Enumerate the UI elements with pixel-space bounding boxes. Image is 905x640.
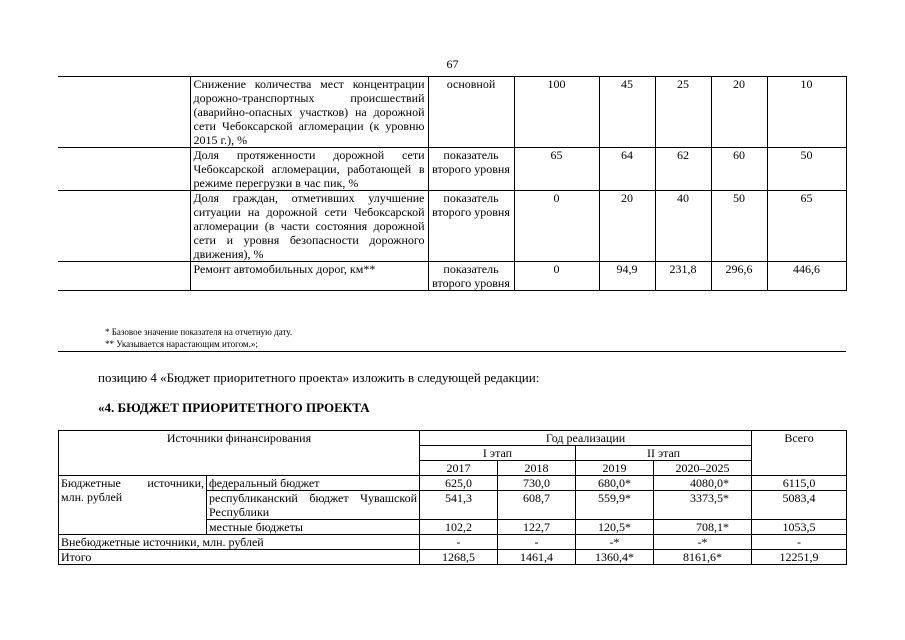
- value-cell: 122,7: [498, 520, 576, 535]
- value-cell: -*: [654, 535, 752, 550]
- value-cell: 102,2: [420, 520, 498, 535]
- value-cell: 12251,9: [752, 550, 847, 565]
- table-row: [58, 191, 846, 262]
- value-cell: 625,0: [420, 476, 498, 491]
- value-cell: 65: [767, 191, 846, 262]
- value-cell: 0: [514, 262, 599, 291]
- value-cell: 100: [514, 77, 599, 148]
- section-heading: «4. БЮДЖЕТ ПРИОРИТЕТНОГО ПРОЕКТА: [98, 400, 370, 415]
- stage2-header: II этап: [576, 446, 752, 461]
- value-cell: 20: [599, 191, 655, 262]
- value-cell: 25: [655, 77, 711, 148]
- value-cell: 446,6: [767, 262, 846, 291]
- value-cell: 64: [599, 148, 655, 191]
- budget-header-row: [59, 431, 847, 446]
- indicator-cell: Снижение количества мест концентрации дорожно-транспортных происшествий (аварийно-опасных участков) на дорожной сети Чебоксарской агломерации (к уровню 2015 г.), %: [190, 77, 428, 148]
- total-header: Всего: [752, 431, 847, 476]
- indicator-cell: Ремонт автомобильных дорог, км**: [190, 262, 428, 291]
- budget-table: [58, 430, 847, 565]
- value-cell: 231,8: [655, 262, 711, 291]
- table-row: [58, 262, 846, 291]
- value-cell: 60: [711, 148, 767, 191]
- total-row: [59, 550, 847, 565]
- indicator-type-cell: показатель второго уровня: [428, 191, 514, 262]
- value-cell: 45: [599, 77, 655, 148]
- source-cell: Внебюджетные источники, млн. рублей: [59, 535, 420, 550]
- source-cell: Итого: [59, 550, 420, 565]
- value-cell: 10: [767, 77, 846, 148]
- source-cell: федеральный бюджет: [207, 476, 420, 491]
- instruction-text: позицию 4 «Бюджет приоритетного проекта» изложить в следующей редакции:: [98, 370, 540, 385]
- page-number: 67: [446, 57, 459, 71]
- value-cell: 730,0: [498, 476, 576, 491]
- footnote: ** Указывается нарастающим итогом.»;: [105, 339, 258, 349]
- value-cell: -*: [576, 535, 654, 550]
- indicator-type-cell: основной: [428, 77, 514, 148]
- blank-cell: [58, 77, 190, 148]
- blank-cell: [58, 262, 190, 291]
- value-cell: 65: [514, 148, 599, 191]
- blank-cell: [58, 191, 190, 262]
- year-cell: 2020–2025: [654, 461, 752, 476]
- value-cell: -: [420, 535, 498, 550]
- blank-cell: [58, 148, 190, 191]
- value-cell: 50: [711, 191, 767, 262]
- value-cell: 1461,4: [498, 550, 576, 565]
- value-cell: -: [752, 535, 847, 550]
- value-cell: -: [498, 535, 576, 550]
- value-cell: 541,3: [420, 491, 498, 520]
- footnotes: [58, 326, 846, 352]
- value-cell: 94,9: [599, 262, 655, 291]
- budget-group-label: Бюджетные источники, млн. рублей: [59, 476, 207, 535]
- value-cell: 4080,0*: [654, 476, 752, 491]
- value-cell: 680,0*: [576, 476, 654, 491]
- value-cell: 20: [711, 77, 767, 148]
- table-row: [59, 535, 847, 550]
- value-cell: 0: [514, 191, 599, 262]
- value-cell: 608,7: [498, 491, 576, 520]
- value-cell: 6115,0: [752, 476, 847, 491]
- value-cell: 40: [655, 191, 711, 262]
- indicators-table: [58, 76, 847, 291]
- source-cell: местные бюджеты: [207, 520, 420, 535]
- value-cell: 1268,5: [420, 550, 498, 565]
- value-cell: 50: [767, 148, 846, 191]
- value-cell: 8161,6*: [654, 550, 752, 565]
- value-cell: 62: [655, 148, 711, 191]
- value-cell: 5083,4: [752, 491, 847, 520]
- table-row: [58, 77, 846, 148]
- indicator-type-cell: показатель второго уровня: [428, 262, 514, 291]
- year-cell: 2019: [576, 461, 654, 476]
- year-cell: 2018: [498, 461, 576, 476]
- indicator-cell: Доля протяженности дорожной сети Чебоксарской агломерации, работающей в режиме перегрузки в час пик, %: [190, 148, 428, 191]
- sources-header: Источники финансирования: [59, 431, 420, 476]
- table-row: [59, 476, 847, 491]
- value-cell: 1053,5: [752, 520, 847, 535]
- year-header: Год реализации: [420, 431, 752, 446]
- table-row: [58, 148, 846, 191]
- value-cell: 120,5*: [576, 520, 654, 535]
- footnote: * Базовое значение показателя на отчетную дату.: [105, 327, 293, 337]
- indicator-cell: Доля граждан, отметивших улучшение ситуации на дорожной сети Чебоксарской агломерации (в части состояния дорожной сети и уровня безопасности дорожного движения), %: [190, 191, 428, 262]
- value-cell: 296,6: [711, 262, 767, 291]
- value-cell: 1360,4*: [576, 550, 654, 565]
- value-cell: 3373,5*: [654, 491, 752, 520]
- year-cell: 2017: [420, 461, 498, 476]
- indicator-type-cell: показатель второго уровня: [428, 148, 514, 191]
- value-cell: 708,1*: [654, 520, 752, 535]
- value-cell: 559,9*: [576, 491, 654, 520]
- source-cell: республиканский бюджет Чувашской Республики: [207, 491, 420, 520]
- stage1-header: I этап: [420, 446, 576, 461]
